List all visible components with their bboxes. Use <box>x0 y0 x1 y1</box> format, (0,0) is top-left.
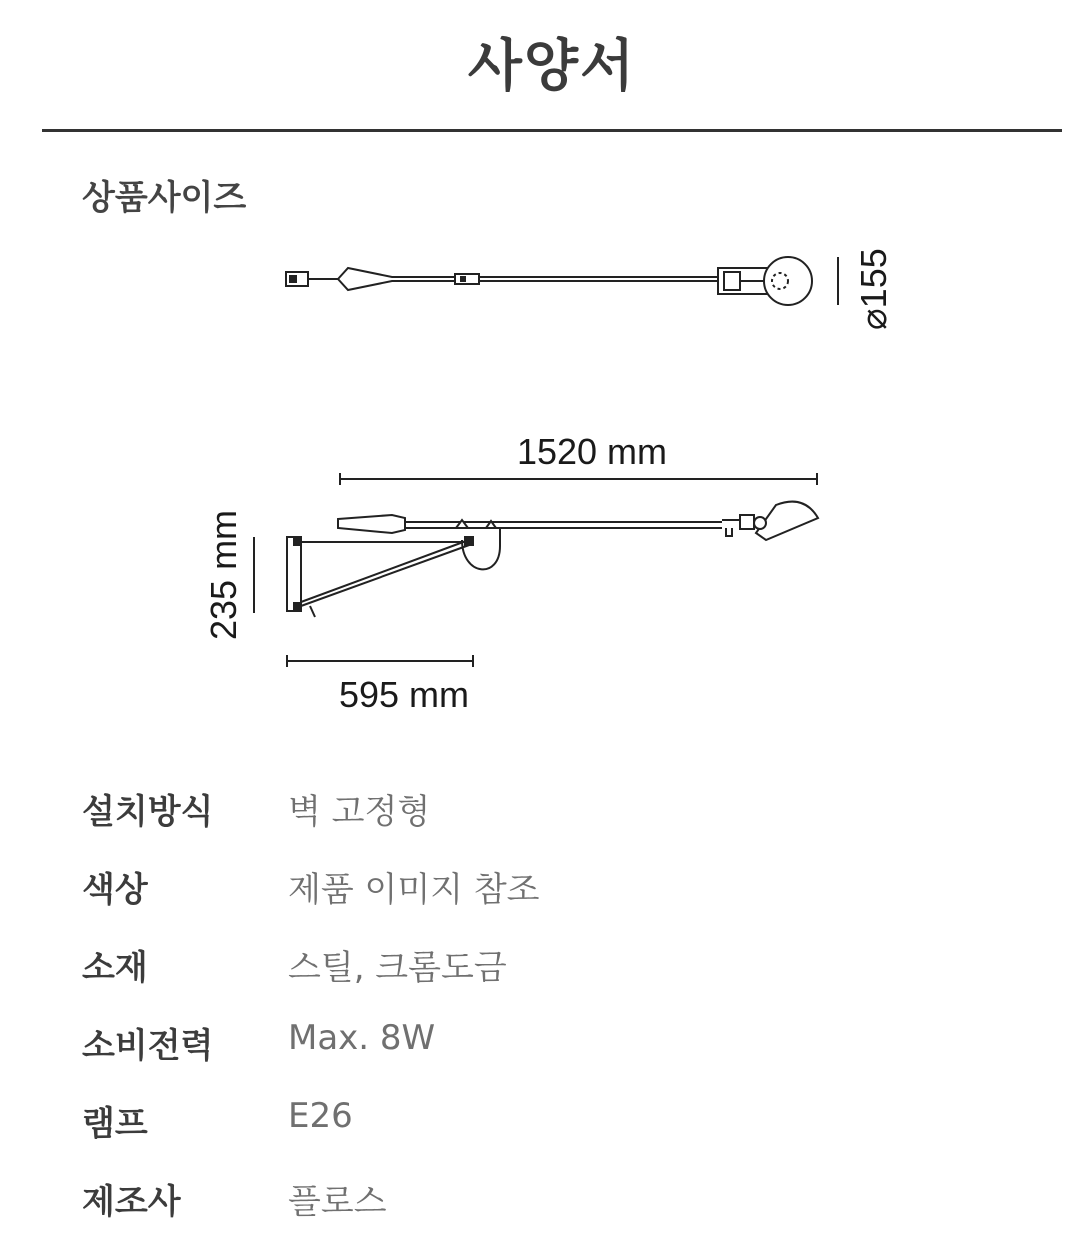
spec-label-material: 소재 <box>82 948 148 988</box>
spec-label-lamp: 램프 <box>82 1104 148 1144</box>
length-label: 1520 mm <box>516 431 668 472</box>
spec-label-power: 소비전력 <box>82 1026 214 1066</box>
length-dimension-line <box>340 473 817 485</box>
page-title: 사양서 <box>467 34 637 99</box>
height-label: 235 mm <box>203 509 244 640</box>
section-title-product-size: 상품사이즈 <box>82 178 247 218</box>
depth-dimension-line <box>287 655 473 667</box>
side-view-lamp <box>287 502 818 617</box>
spec-value-lamp: E26 <box>288 1096 353 1136</box>
spec-value-material: 스틸, 크롬도금 <box>288 948 507 988</box>
spec-label-color: 색상 <box>82 870 148 910</box>
spec-value-color: 제품 이미지 참조 <box>288 870 540 910</box>
spec-label-installation: 설치방식 <box>82 792 214 832</box>
spec-value-installation: 벽 고정형 <box>288 792 431 832</box>
spec-value-manufacturer: 플로스 <box>288 1182 387 1222</box>
diameter-label: ⌀155 <box>853 248 894 330</box>
spec-value-power: Max. 8W <box>288 1018 436 1058</box>
depth-label: 595 mm <box>338 674 470 715</box>
top-view-lamp <box>286 257 812 305</box>
spec-label-manufacturer: 제조사 <box>82 1182 181 1222</box>
